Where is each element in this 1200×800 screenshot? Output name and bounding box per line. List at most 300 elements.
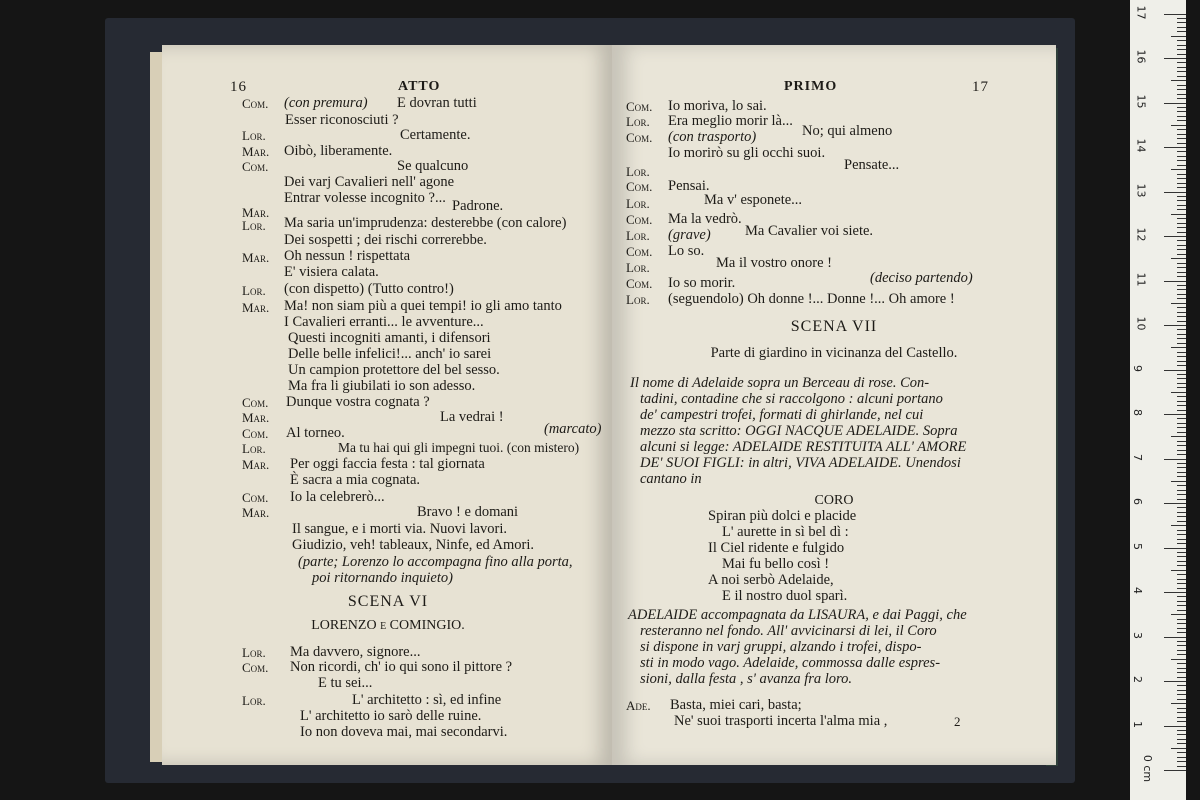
ruler-tick	[1171, 258, 1186, 259]
ruler-tick	[1171, 481, 1186, 482]
ruler-tick	[1177, 556, 1186, 557]
page-number: 17	[972, 79, 989, 95]
ruler-tick	[1164, 147, 1186, 148]
verse-line: Esser riconosciuti ?	[285, 112, 399, 128]
stage-direction: ADELAIDE accompagnata da LISAURA, e dai Paggi, che	[628, 607, 967, 623]
ruler-number: 3	[1131, 631, 1144, 639]
ruler-tick	[1177, 730, 1186, 731]
ruler-tick	[1177, 463, 1186, 464]
ruler-number: 15	[1134, 94, 1148, 108]
ruler-tick	[1177, 423, 1186, 424]
speaker: Lor.	[242, 218, 266, 233]
verse-line: L' architetto : sì, ed infine	[352, 692, 502, 708]
ruler-tick	[1164, 14, 1186, 15]
ruler-tick	[1171, 347, 1186, 348]
ruler-tick	[1177, 187, 1186, 188]
verse-line: Delle belle infelici!... anch' io sarei	[288, 346, 492, 362]
ruler-tick	[1177, 565, 1186, 566]
stage-direction: resteranno nel fondo. All' avvicinarsi di lei, il Coro	[640, 623, 937, 639]
speaker: Mar.	[242, 300, 270, 315]
ruler-tick	[1177, 499, 1186, 500]
ruler-tick	[1177, 512, 1186, 513]
verse-line: Ma davvero, signore...	[290, 644, 421, 660]
chorus-heading: CORO	[814, 493, 854, 508]
speaker: Lor.	[242, 283, 266, 298]
ruler-tick	[1177, 405, 1186, 406]
ruler-tick	[1177, 289, 1186, 290]
ruler-tick	[1177, 743, 1186, 744]
ruler-tick	[1177, 160, 1186, 161]
ruler-tick	[1177, 521, 1186, 522]
verse-line: Io so morir.	[668, 275, 736, 291]
speaker: Mar.	[242, 505, 270, 520]
stage-direction: cantano in	[640, 471, 702, 487]
stage-direction: tadini, contadine che si raccolgono : alcuni portano	[640, 391, 943, 407]
ruler-tick	[1177, 98, 1186, 99]
ruler-tick	[1177, 396, 1186, 397]
verse-line: Era meglio morir là...	[668, 113, 793, 129]
ruler-tick	[1177, 254, 1186, 255]
ruler-tick	[1177, 530, 1186, 531]
ruler-tick	[1171, 659, 1186, 660]
ruler-tick	[1171, 36, 1186, 37]
ruler-tick	[1171, 392, 1186, 393]
speaker: Lor.	[626, 114, 650, 129]
running-header: PRIMO	[784, 79, 838, 94]
verse-line: Lo so.	[668, 243, 705, 259]
ruler-tick	[1177, 668, 1186, 669]
ruler-tick	[1177, 472, 1186, 473]
page-number: 16	[230, 79, 247, 95]
verse-line: Ma fra li giubilati io son adesso.	[288, 378, 476, 394]
ruler-tick	[1177, 338, 1186, 339]
verse-line: Un campion protettore del bel sesso.	[288, 362, 500, 378]
verse-line: L' architetto io sarò delle ruine.	[300, 708, 482, 724]
ruler-tick	[1177, 387, 1186, 388]
ruler-tick	[1177, 601, 1186, 602]
speaker: Lor.	[242, 693, 266, 708]
ruler-number: 7	[1131, 453, 1144, 461]
ruler-tick	[1177, 209, 1186, 210]
stage-direction: de' campestri trofei, formati di ghirlande, nel cui	[640, 407, 924, 423]
ruler-tick	[1177, 240, 1186, 241]
verse-line: L' aurette in sì bel dì :	[722, 524, 849, 540]
speaker: Lor.	[242, 128, 266, 143]
ruler-number: 12	[1134, 227, 1148, 242]
verse-line: (seguendolo) Oh donne !... Donne !... Oh amore !	[668, 291, 955, 307]
signature-mark: 2	[954, 714, 961, 729]
ruler-number: 2	[1131, 676, 1144, 683]
ruler-tick	[1177, 561, 1186, 562]
verse-line: Dei sospetti ; dei rischi correrebbe.	[284, 232, 487, 248]
ruler-tick	[1177, 151, 1186, 152]
ruler-number: 6	[1131, 498, 1144, 505]
ruler-tick	[1177, 76, 1186, 77]
ruler-tick	[1177, 361, 1186, 362]
verse-line: Io morirò su gli occhi suoi.	[668, 145, 826, 161]
verse-line: Ma il vostro onore !	[716, 255, 832, 271]
ruler-number: 8	[1131, 409, 1144, 416]
verse-line: Oibò, liberamente.	[284, 143, 393, 159]
ruler-tick	[1164, 637, 1186, 638]
verse-line: Ma! non siam più a quei tempi! io gli amo tanto	[284, 298, 562, 314]
speaker: Lor.	[626, 228, 650, 243]
ruler-tick	[1177, 67, 1186, 68]
right-page	[612, 45, 1056, 765]
ruler-tick	[1177, 383, 1186, 384]
ruler-tick	[1164, 503, 1186, 504]
stage-direction: si dispone in varj gruppi, alzando i trofei, dispo-	[640, 639, 922, 655]
ruler-tick	[1177, 156, 1186, 157]
ruler-tick	[1177, 294, 1186, 295]
ruler-tick	[1177, 71, 1186, 72]
stage-direction: poi ritornando inquieto)	[312, 570, 453, 586]
ruler-tick	[1164, 192, 1186, 193]
speaker: Com.	[242, 395, 269, 410]
ruler-tick	[1177, 62, 1186, 63]
ruler-tick	[1177, 534, 1186, 535]
speaker: Com.	[242, 96, 269, 111]
ruler-tick	[1177, 312, 1186, 313]
verse-line: (con dispetto) (Tutto contro!)	[284, 281, 454, 297]
ruler-tick	[1171, 436, 1186, 437]
speaker: Com.	[626, 99, 653, 114]
ruler-tick	[1171, 614, 1186, 615]
speaker: Lor.	[626, 292, 650, 307]
ruler-tick	[1164, 236, 1186, 237]
stage-direction: sti in modo vago. Adelaide, commossa dalle espres-	[640, 655, 941, 671]
ruler-tick	[1177, 183, 1186, 184]
ruler-tick	[1177, 543, 1186, 544]
ruler-number: 5	[1131, 542, 1144, 550]
ruler-tick	[1164, 281, 1186, 282]
ruler-tick	[1177, 694, 1186, 695]
verse-line: Ma tu hai qui gli impegni tuoi. (con mistero)	[338, 440, 580, 455]
verse-line: E il nostro duol sparì.	[722, 588, 848, 604]
ruler-tick	[1177, 134, 1186, 135]
ruler-tick	[1177, 138, 1186, 139]
ruler-tick	[1177, 143, 1186, 144]
ruler-tick	[1177, 196, 1186, 197]
ruler-tick	[1164, 370, 1186, 371]
ruler-tick	[1177, 89, 1186, 90]
ruler-tick	[1177, 757, 1186, 758]
ruler-tick	[1177, 263, 1186, 264]
speaker: Com.	[626, 130, 653, 145]
ruler-tick	[1177, 721, 1186, 722]
ruler-tick	[1177, 552, 1186, 553]
ruler-tick	[1177, 685, 1186, 686]
speaker: Lor.	[626, 196, 650, 211]
ruler-tick	[1177, 628, 1186, 629]
ruler-tick	[1177, 690, 1186, 691]
ruler-tick	[1177, 321, 1186, 322]
speaker: Com.	[242, 159, 269, 174]
ruler-tick	[1177, 116, 1186, 117]
scene-characters: LORENZO e COMINGIO.	[311, 618, 465, 633]
verse-line: Ma v' esponete...	[704, 192, 803, 208]
ruler-tick	[1177, 49, 1186, 50]
ruler-tick	[1177, 200, 1186, 201]
speaker: Com.	[242, 660, 269, 675]
ruler-tick	[1177, 401, 1186, 402]
verse-line: Certamente.	[400, 127, 471, 143]
ruler-tick	[1177, 316, 1186, 317]
ruler-tick	[1164, 103, 1186, 104]
ruler-tick	[1177, 378, 1186, 379]
ruler-tick	[1177, 205, 1186, 206]
stage-direction: (parte; Lorenzo lo accompagna fino alla porta,	[298, 554, 573, 570]
ruler-tick	[1177, 632, 1186, 633]
verse-line: I Cavalieri erranti... le avventure...	[284, 314, 484, 330]
verse-line: Spiran più dolci e placide	[708, 508, 857, 524]
ruler-tick	[1177, 418, 1186, 419]
verse-line: Il Ciel ridente e fulgido	[708, 540, 845, 556]
ruler-tick	[1164, 58, 1186, 59]
ruler-tick	[1177, 507, 1186, 508]
ruler-tick	[1177, 490, 1186, 491]
ruler-tick	[1177, 22, 1186, 23]
ruler-tick	[1177, 223, 1186, 224]
ruler-tick	[1177, 329, 1186, 330]
ruler-number: 16	[1134, 49, 1148, 64]
ruler-tick	[1177, 766, 1186, 767]
verse-line: Ma Cavalier voi siete.	[745, 223, 874, 239]
ruler-tick	[1177, 596, 1186, 597]
ruler-tick	[1177, 31, 1186, 32]
speaker: Mar.	[242, 144, 270, 159]
ruler-tick	[1177, 619, 1186, 620]
verse-line: Il sangue, e i morti via. Nuovi lavori.	[292, 521, 508, 537]
verse-line: Io non doveva mai, mai secondarvi.	[300, 724, 508, 740]
measurement-ruler	[1130, 0, 1186, 800]
ruler-tick	[1177, 365, 1186, 366]
ruler-tick	[1177, 343, 1186, 344]
scene-setting: Parte di giardino in vicinanza del Castello.	[710, 345, 958, 361]
speaker: Com.	[626, 212, 653, 227]
ruler-tick	[1164, 325, 1186, 326]
speaker: Lor.	[242, 645, 266, 660]
speaker: Lor.	[626, 164, 650, 179]
ruler-tick	[1177, 272, 1186, 273]
verse-line: Padrone.	[452, 198, 504, 214]
ruler-number: 13	[1134, 183, 1148, 197]
verse-line: La vedrai !	[440, 409, 504, 425]
ruler-number: 1	[1131, 720, 1144, 728]
ruler-tick	[1177, 427, 1186, 428]
ruler-tick	[1177, 734, 1186, 735]
speaker: Com.	[242, 490, 269, 505]
ruler-number: 17	[1134, 5, 1148, 19]
ruler-tick	[1177, 650, 1186, 651]
ruler-tick	[1171, 703, 1186, 704]
verse-line: Se qualcuno	[397, 158, 469, 174]
verse-line: Basta, miei cari, basta;	[670, 697, 802, 713]
verse-line: E' visiera calata.	[284, 264, 379, 280]
stage-direction: Il nome di Adelaide sopra un Berceau di rose. Con-	[630, 375, 930, 391]
ruler-tick	[1177, 539, 1186, 540]
stage-direction: (con premura)	[284, 95, 368, 111]
ruler-tick	[1177, 107, 1186, 108]
stage-direction: DE' SUOI FIGLI: in altri, VIVA ADELAIDE. Unendosi	[640, 455, 961, 471]
ruler-tick	[1177, 85, 1186, 86]
ruler-tick	[1177, 40, 1186, 41]
ruler-tick	[1177, 623, 1186, 624]
stage-direction: sioni, dalla festa , s' avanza fra loro.	[640, 671, 853, 687]
verse-line: È sacra a mia cognata.	[290, 472, 421, 488]
ruler-tick	[1164, 681, 1186, 682]
ruler-tick	[1177, 485, 1186, 486]
verse-line: Questi incogniti amanti, i difensori	[288, 330, 491, 346]
ruler-tick	[1177, 45, 1186, 46]
ruler-tick	[1177, 476, 1186, 477]
ruler-tick	[1171, 169, 1186, 170]
ruler-tick	[1177, 467, 1186, 468]
ruler-tick	[1177, 605, 1186, 606]
ruler-tick	[1177, 27, 1186, 28]
ruler-tick	[1177, 761, 1186, 762]
speaker: Mar.	[242, 250, 270, 265]
verse-line: Ne' suoi trasporti incerta l'alma mia ,	[674, 713, 888, 729]
stage-direction: (marcato)	[544, 421, 602, 437]
ruler-tick	[1177, 574, 1186, 575]
ruler-tick	[1177, 708, 1186, 709]
scene-heading: SCENA VII	[790, 318, 878, 335]
ruler-tick	[1177, 579, 1186, 580]
scene-heading: SCENA VI	[347, 593, 429, 610]
stage-direction: (con trasporto)	[668, 129, 757, 145]
ruler-tick	[1177, 267, 1186, 268]
verse-line: Entrar volesse incognito ?...	[284, 190, 446, 206]
speaker: Mar.	[242, 205, 270, 220]
ruler-tick	[1177, 739, 1186, 740]
stage-direction: (grave)	[668, 227, 711, 243]
ruler-tick	[1177, 18, 1186, 19]
ruler-tick	[1177, 352, 1186, 353]
verse-line: Pensai.	[668, 178, 710, 194]
stage-direction: (deciso partendo)	[870, 270, 973, 286]
ruler-tick	[1177, 645, 1186, 646]
speaker: Com.	[626, 276, 653, 291]
ruler-tick	[1177, 516, 1186, 517]
verse-line: Oh nessun ! rispettata	[284, 248, 411, 264]
ruler-tick	[1171, 303, 1186, 304]
ruler-tick	[1164, 592, 1186, 593]
ruler-tick	[1177, 374, 1186, 375]
ruler-tick	[1177, 588, 1186, 589]
stage-direction: mezzo sta scritto: OGGI NACQUE ADELAIDE. Sopra	[640, 423, 958, 439]
ruler-tick	[1177, 178, 1186, 179]
speaker: Mar.	[242, 410, 270, 425]
ruler-number: 9	[1131, 364, 1144, 372]
verse-line: Dunque vostra cognata ?	[286, 394, 430, 410]
speaker: Com.	[242, 426, 269, 441]
ruler-tick	[1177, 450, 1186, 451]
speaker: Com.	[626, 179, 653, 194]
ruler-tick	[1177, 218, 1186, 219]
ruler-tick	[1171, 125, 1186, 126]
ruler-tick	[1177, 276, 1186, 277]
verse-line: Ma la vedrò.	[668, 211, 742, 227]
speaker: Lor.	[626, 260, 650, 275]
verse-line: Io la celebrerò...	[290, 489, 385, 505]
ruler-tick	[1171, 748, 1186, 749]
ruler-tick	[1177, 54, 1186, 55]
verse-line: Per oggi faccia festa : tal giornata	[290, 456, 485, 472]
speaker: Lor.	[242, 441, 266, 456]
speaker: Com.	[626, 244, 653, 259]
verse-line: No; qui almeno	[802, 123, 893, 139]
stage-direction: alcuni si legge: ADELAIDE RESTITUITA ALL' AMORE	[640, 439, 967, 455]
ruler-tick	[1164, 726, 1186, 727]
verse-line: E tu sei...	[318, 675, 373, 691]
ruler-tick	[1177, 356, 1186, 357]
ruler-tick	[1177, 227, 1186, 228]
ruler-number: 11	[1134, 272, 1148, 286]
ruler-number: 14	[1134, 138, 1148, 153]
ruler-tick	[1177, 232, 1186, 233]
ruler-tick	[1177, 410, 1186, 411]
verse-line: Giudizio, veh! tableaux, Ninfe, ed Amori.	[292, 537, 535, 553]
ruler-tick	[1177, 174, 1186, 175]
ruler-tick	[1177, 432, 1186, 433]
ruler-number: 10	[1134, 316, 1148, 331]
verse-line: Dei varj Cavalieri nell' agone	[284, 174, 455, 190]
ruler-tick	[1177, 165, 1186, 166]
ruler-tick	[1177, 610, 1186, 611]
ruler-tick	[1164, 548, 1186, 549]
ruler-tick	[1177, 445, 1186, 446]
ruler-tick	[1177, 307, 1186, 308]
ruler-tick	[1164, 770, 1186, 771]
ruler-tick	[1171, 80, 1186, 81]
ruler-tick	[1171, 525, 1186, 526]
ruler-tick	[1177, 672, 1186, 673]
ruler-number: 0 cm	[1141, 754, 1155, 783]
verse-line: Non ricordi, ch' io qui sono il pittore ?	[290, 659, 513, 675]
ruler-tick	[1177, 654, 1186, 655]
ruler-tick	[1177, 677, 1186, 678]
verse-line: A noi serbò Adelaide,	[708, 572, 834, 588]
ruler-tick	[1177, 285, 1186, 286]
ruler-tick	[1177, 441, 1186, 442]
left-page	[162, 45, 614, 765]
ruler-tick	[1177, 717, 1186, 718]
verse-line: Io moriva, lo sai.	[668, 98, 767, 114]
ruler-tick	[1171, 214, 1186, 215]
verse-line: Pensate...	[844, 157, 900, 173]
ruler-tick	[1177, 298, 1186, 299]
verse-line: E dovran tutti	[397, 95, 477, 111]
ruler-tick	[1177, 641, 1186, 642]
ruler-tick	[1177, 494, 1186, 495]
ruler-number: 4	[1131, 587, 1144, 594]
ruler-tick	[1177, 120, 1186, 121]
ruler-tick	[1177, 752, 1186, 753]
verse-line: Mai fu bello così !	[722, 556, 830, 572]
ruler-tick	[1177, 111, 1186, 112]
ruler-tick	[1164, 414, 1186, 415]
ruler-tick	[1177, 245, 1186, 246]
speaker: Ade.	[626, 698, 651, 713]
ruler-tick	[1164, 459, 1186, 460]
ruler-tick	[1177, 334, 1186, 335]
speaker: Mar.	[242, 457, 270, 472]
verse-line: Ma saria un'imprudenza: desterebbe (con calore)	[284, 215, 567, 231]
ruler-tick	[1177, 454, 1186, 455]
ruler-tick	[1177, 249, 1186, 250]
verse-line: Bravo ! e domani	[417, 504, 519, 520]
